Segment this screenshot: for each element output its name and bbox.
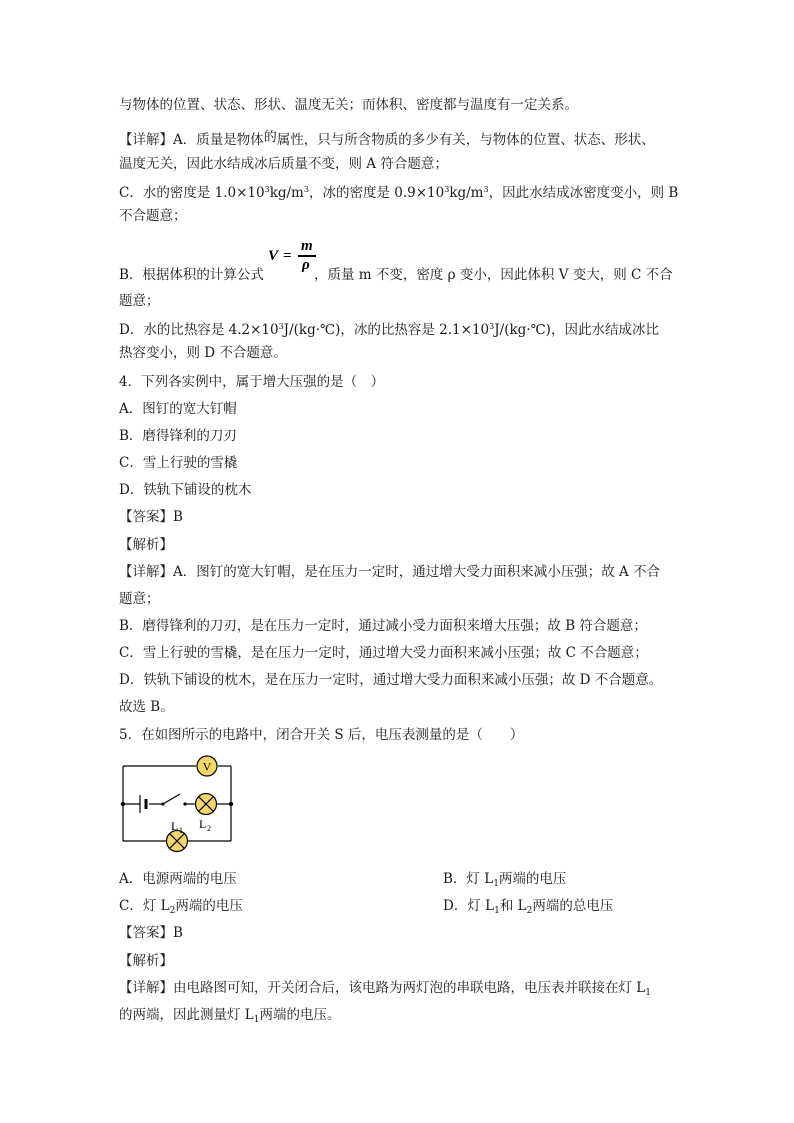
text-line: 题意； <box>119 293 160 309</box>
option-b: B．磨得锋利的刀刃 <box>119 428 237 444</box>
text-line: D．铁轨下铺设的枕木，是在压力一定时，通过增大受力面积来减小压强；故 D 不合题意。 <box>119 672 663 688</box>
circuit-diagram <box>118 752 238 862</box>
text-line: B．磨得锋利的刀刃，是在压力一定时，通过减小受力面积来增大压强；故 B 符合题意； <box>119 618 647 634</box>
text-line: 【详解】A．图钉的宽大钉帽，是在压力一定时，通过增大受力面积来减小压强；故 A 不合 <box>119 564 661 580</box>
text-line: 与物体的位置、状态、形状、温度无关；而体积、密度都与温度有一定关系。 <box>119 97 578 113</box>
answer-line: 【答案】B <box>119 509 183 525</box>
text-line: D．水的比热容是 $4.2\times 10^3J/(kg\cdot℃)$，冰的比热容是 $2.1\times 10^3J/(kg\cdot℃)$，因此水结成冰比 <box>119 322 659 338</box>
text-line: C．雪上行驶的雪橇，是在压力一定时，通过增大受力面积来减小压强；故 C 不合题意； <box>119 645 648 661</box>
answer-line: 【答案】B <box>119 925 183 941</box>
text-line: 不合题意； <box>119 208 187 224</box>
option-c: C．雪上行驶的雪橇 <box>119 455 238 471</box>
switch-icon <box>161 802 164 805</box>
svg-text:2: 2 <box>207 824 211 833</box>
svg-text:V: V <box>202 759 212 774</box>
analysis-tag: 【解析】 <box>119 537 173 553</box>
text-line: C．水的密度是 $1.0\times 10^3kg/m^3$，冰的密度是 $0.9\times 10^3kg/m^3$，因此水结成冰密度变小，则 B <box>119 185 679 201</box>
svg-text:1: 1 <box>179 826 183 835</box>
text-line: 温度无关，因此水结成冰后质量不变，则 A 符合题意； <box>119 156 448 172</box>
option-a: A．图钉的宽大钉帽 <box>119 401 237 417</box>
text-line: 的两端，因此测量灯 $L_1$两端的电压。 <box>119 1007 341 1025</box>
detail-tag: 【详解】 <box>119 132 173 148</box>
question-5: 5．在如图所示的电路中，闭合开关 S 后，电压表测量的是（ ） <box>119 727 524 743</box>
option-d: D．铁轨下铺设的枕木 <box>119 482 252 498</box>
option-b: B．灯 $L_1$两端的电压 <box>443 871 567 889</box>
text-line: 热容变小，则 D 不合题意。 <box>119 345 287 361</box>
text-line: 【详解】由电路图可知，开关闭合后，该电路为两灯泡的串联电路，电压表并联接在灯 $L_1$ <box>119 980 651 998</box>
lamp-l2-label: L <box>199 817 207 831</box>
text-line: 题意； <box>119 591 160 607</box>
lamp-l1-icon <box>167 831 188 852</box>
option-c: C．灯 $L_2$两端的电压 <box>119 898 243 916</box>
lamp-l1-label: L <box>171 819 179 833</box>
lamp-l2-icon <box>196 794 217 815</box>
text-line: 【详解】A．质量是物体的属性，只与所含物质的多少有关，与物体的位置、状态、形状、 <box>119 130 655 148</box>
option-a: A．电源两端的电压 <box>119 871 237 887</box>
option-d: D．灯 $L_1$和 $L_2$两端的总电压 <box>443 898 614 916</box>
analysis-tag: 【解析】 <box>119 953 173 969</box>
text-line: B．根据体积的计算公式 <box>119 267 264 283</box>
text-line: ，质量 m 不变，密度 ρ 变小，因此体积 V 变大，则 C 不合 <box>314 267 673 283</box>
question-4: 4．下列各实例中，属于增大压强的是（ ） <box>119 374 385 390</box>
text-line: 故选 B。 <box>119 699 174 715</box>
